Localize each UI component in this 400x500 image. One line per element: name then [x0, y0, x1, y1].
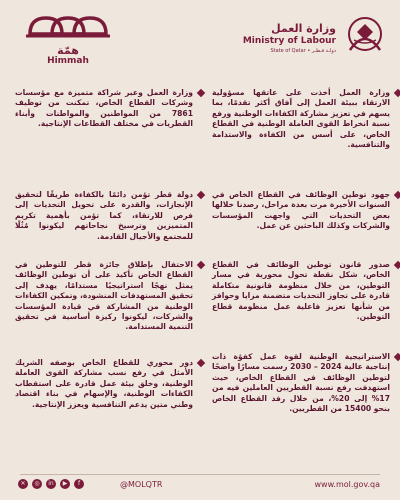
item-text: دولة قطر تؤمن دائمًا بالكفاءة طريقًا لتحقيق الإنجازات، والقدرة على تحويل التحديات إلى فرص للارتقاء، كما تؤمن بأهمية تكريم المتميزين وترسيخ نجاحاتهم ليكونوا مُثُلًا للمجتمع والأجيال القادمة.	[15, 190, 193, 241]
diamond-bullet-icon	[394, 261, 400, 269]
linkedin-icon[interactable]: in	[46, 479, 56, 489]
item-text: صدور قانون توطين الوظائف في القطاع الخاص، شكل نقطة تحول محورية في مسار التوطين، من خلال منظومة قانونية متكاملة قادرة على تجاوز التحديات متضمنة مزايا وحوافز من شأنها تعزيز فاعلية عمل منظومة قطاع التوطين.	[212, 260, 390, 322]
ministry-english-name: Ministry of Labour	[242, 36, 336, 46]
diamond-bullet-icon	[394, 89, 400, 97]
diamond-bullet-icon	[394, 353, 400, 361]
diamond-bullet-icon	[394, 191, 400, 199]
himmah-logo	[18, 10, 118, 65]
facebook-icon[interactable]: f	[74, 479, 84, 489]
content-item	[15, 88, 193, 130]
ministry-arabic-name: وزارة العمل	[271, 22, 336, 35]
instagram-icon[interactable]: ◎	[32, 479, 42, 489]
content-item	[15, 358, 193, 410]
brand-english-name: Himmah	[47, 56, 89, 66]
youtube-icon[interactable]: ▶	[60, 479, 70, 489]
item-text: الاستراتيجية الوطنية لقوة عمل كفؤة ذات إنتاجية عالية 2024 – 2030 رسمت مسارًا واضحًا لتوطين الوظائف في القطاع الخاص، حيث استهدفت رفع نسبة القطريين العاملين فيه من 17% إلى 20%، من خلال رفد القطاع الخاص بنحو 15400 من القطريين.	[212, 352, 391, 414]
website-link[interactable]: www.mol.gov.qa	[314, 480, 380, 489]
diamond-bullet-icon	[197, 261, 205, 269]
header	[0, 0, 400, 70]
item-text: جهود توطين الوظائف في القطاع الخاص في السنوات الأخيرة مرت بعدة مراحل، رصدنا خلالها بعض التحديات التي واجهت المؤسسات والشركات وكذلك الباحثين عن عمل.	[212, 190, 390, 231]
content-grid	[15, 88, 390, 466]
item-text: دور محوري للقطاع الخاص بوصفه الشريك الأمثل في رفع نسب مشاركة القوى العاملة الوطنية، وخلق بيئة عمل قادرة على استقطاب الكفاءات الوطنية، والإسهام في بناء اقتصاد وطني متين يدعم التنافسية ويعزز الإنتاجية.	[15, 358, 193, 409]
content-item	[212, 260, 390, 322]
content-item	[212, 88, 390, 150]
social-icons	[18, 479, 84, 489]
diamond-bullet-icon	[197, 359, 205, 367]
footer-divider	[20, 474, 380, 475]
diamond-bullet-icon	[197, 191, 205, 199]
social-handle[interactable]: @MOLQTR	[120, 480, 163, 489]
ministry-logo	[242, 10, 388, 65]
qatar-emblem-icon	[342, 10, 388, 60]
himmah-logo-mark-icon	[18, 10, 118, 42]
content-item	[212, 190, 390, 232]
item-text: وزارة العمل أخذت على عاتقها مسؤولية الارتقاء ببيئة العمل إلى آفاق أكثر تقدمًا، بما يسهم في تعزيز مشاركة الكفاءات الوطنية ورفع نسبة انخراط القوى العاملة الوطنية في القطاع الخاص، على أسس من الكفاءة والاستدامة والتنافسية.	[212, 88, 390, 150]
item-text: الاحتفال بإطلاق جائزة قطر للتوطين في القطاع الخاص تأكيد على أن توطين الوظائف يمثل نهجًا استراتيجيًا مستدامًا، يهدف إلى تحقيق المستهدفات المنشودة، وتمكين الكفاءات الوطنية من المشاركة في قيادة المؤسسات والشركات، ليكونوا ركيزة أساسية في تحقيق التنمية المستدامة.	[15, 260, 193, 332]
ministry-country: State of Qatar • دولـة قـطـر	[270, 48, 336, 54]
brand-arabic-name: همّة	[57, 44, 79, 57]
x-social-icon[interactable]: ✕	[18, 479, 28, 489]
item-text: وزارة العمل وعبر شراكة متميزة مع مؤسسات وشركات القطاع الخاص، تمكنت من توظيف 7861 من المواطنين والمواطنات وأبناء القطريات في مختلف القطاعات الإنتاجية.	[15, 88, 193, 129]
diamond-bullet-icon	[197, 89, 205, 97]
content-item	[212, 352, 390, 414]
content-item	[15, 190, 193, 242]
content-item	[15, 260, 193, 333]
footer	[0, 474, 400, 500]
